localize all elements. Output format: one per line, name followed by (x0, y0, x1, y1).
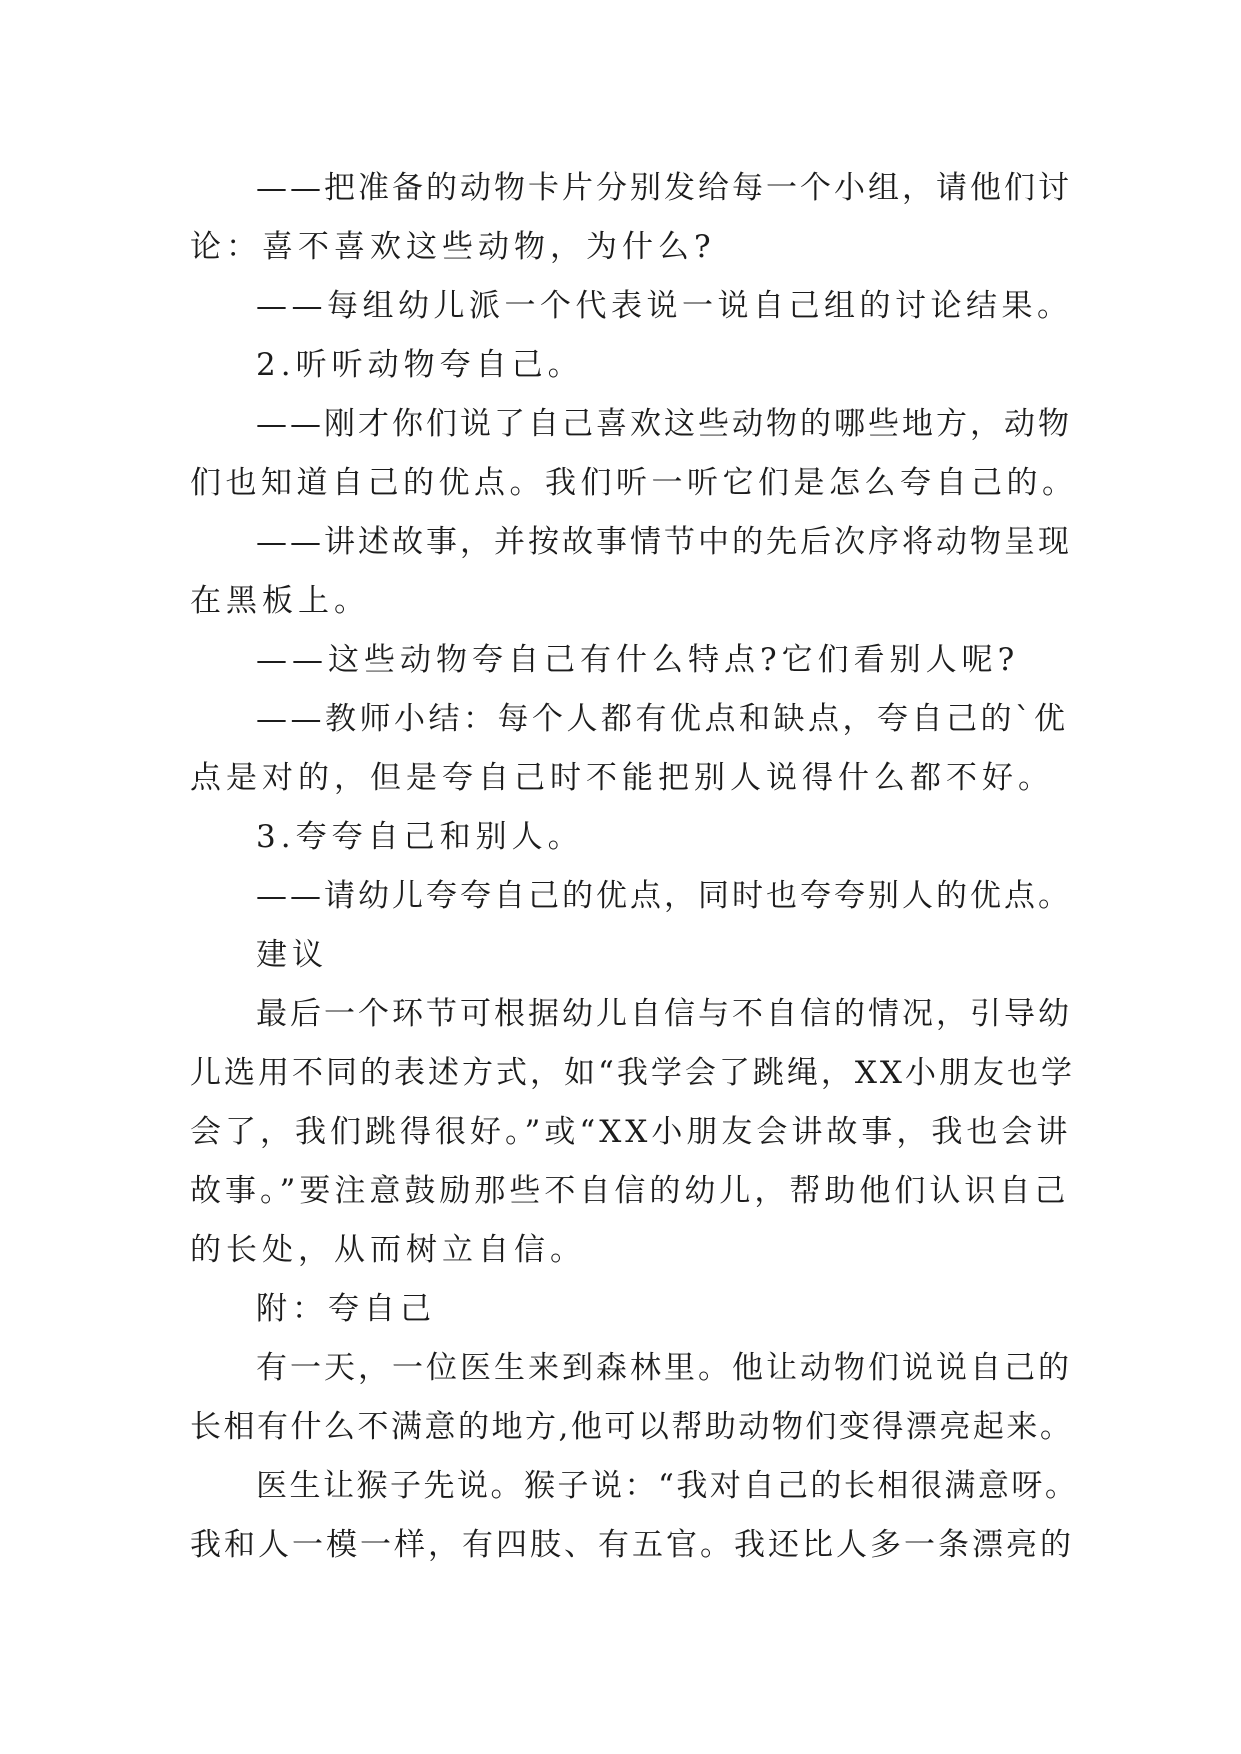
text-line: 我和人一模一样，有四肢、有五官。我还比人多一条漂亮的 (190, 1527, 1074, 1563)
text-line: 最后一个环节可根据幼儿自信与不自信的情况，引导幼 (256, 996, 1072, 1032)
text-line: ——教师小结：每个人都有优点和缺点，夸自己的`优 (256, 701, 1069, 737)
text-line: 在黑板上。 (190, 583, 370, 619)
text-line: 故事。”要注意鼓励那些不自信的幼儿，帮助他们认识自己 (190, 1173, 1070, 1209)
text-line: 长相有什么不满意的地方,他可以帮助动物们变得漂亮起来。 (190, 1409, 1074, 1445)
text-line: 医生让猴子先说。猴子说：“我对自己的长相很满意呀。 (256, 1468, 1079, 1504)
text-line: ——把准备的动物卡片分别发给每一个小组，请他们讨 (256, 170, 1072, 206)
text-line: 的长处，从而树立自信。 (190, 1232, 586, 1268)
section-heading: 附：夸自己 (256, 1291, 436, 1327)
text-line: 有一天，一位医生来到森林里。他让动物们说说自己的 (256, 1350, 1072, 1386)
text-line: 2.听听动物夸自己。 (256, 347, 584, 383)
text-line: 们也知道自己的优点。我们听一听它们是怎么夸自己的。 (190, 465, 1078, 501)
text-line: 会了，我们跳得很好。”或“XX小朋友会讲故事，我也会讲 (190, 1114, 1072, 1150)
text-line: ——讲述故事，并按故事情节中的先后次序将动物呈现 (256, 524, 1072, 560)
text-line: ——请幼儿夸夸自己的优点，同时也夸夸别人的优点。 (256, 878, 1072, 914)
text-line: 论：喜不喜欢这些动物，为什么? (190, 229, 716, 265)
text-line: ——每组幼儿派一个代表说一说自己组的讨论结果。 (256, 288, 1073, 324)
section-heading: 建议 (256, 937, 328, 973)
text-line: 点是对的，但是夸自己时不能把别人说得什么都不好。 (190, 760, 1054, 796)
text-line: 儿选用不同的表述方式，如“我学会了跳绳，XX小朋友也学 (190, 1055, 1075, 1091)
text-line: ——这些动物夸自己有什么特点?它们看别人呢? (256, 642, 1020, 678)
text-line: 3.夸夸自己和别人。 (256, 819, 584, 855)
text-line: ——刚才你们说了自己喜欢这些动物的哪些地方，动物 (256, 406, 1072, 442)
